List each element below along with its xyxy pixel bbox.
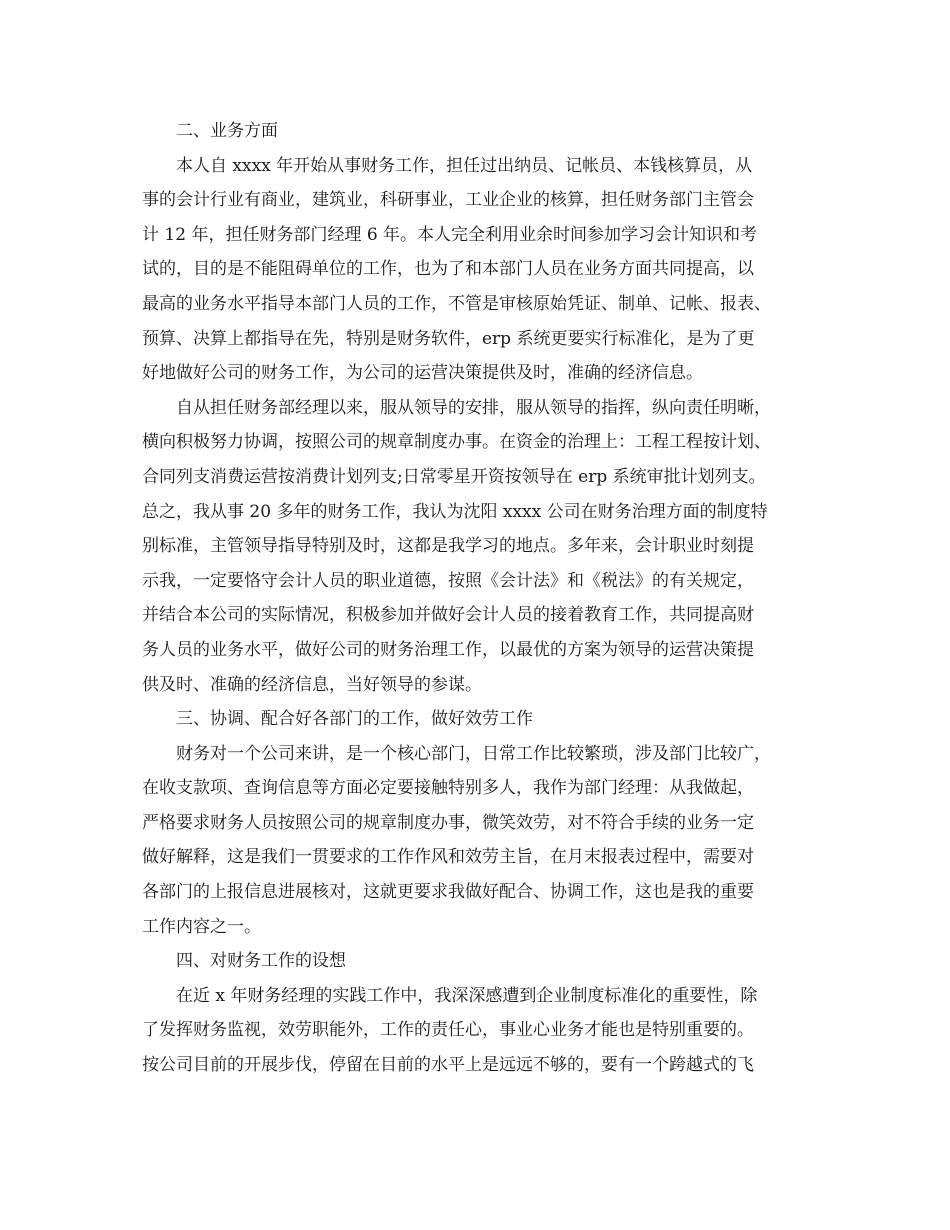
paragraph [142,979,822,1083]
paragraph-line: 预算、决算上都指导在先，特别是财务软件，erp 系统更要实行标准化，是为了更 [142,328,755,349]
paragraph-line: 别标准，主管领导指导特别及时，这都是我学习的地点。多年来，会计职业时刻提 [142,536,754,557]
paragraph-line: 示我，一定要恪守会计人员的职业道德，按照《会计法》和《税法》的有关规定， [142,570,754,591]
paragraph-line: 并结合本公司的实际情况，积极参加并做好会计人员的接着教育工作，共同提高财 [142,605,754,626]
paragraph-line: 横向积极努力协调，按照公司的规章制度办事。在资金的治理上：工程工程按计划、 [142,432,771,453]
paragraph-line: 合同列支消费运营按消费计划列支;日常零星开资按领导在 erp 系统审批计划列支。 [142,466,766,487]
paragraph-line: 试的，目的是不能阻碍单位的工作，也为了和本部门人员在业务方面共同提高，以 [142,259,754,280]
paragraph-line: 各部门的上报信息进展核对，这就更要求我做好配合、协调工作，这也是我的重要 [142,882,754,903]
paragraph [142,391,822,702]
paragraph-line: 事的会计行业有商业，建筑业，科研事业，工业企业的核算，担任财务部门主管会 [142,190,754,211]
paragraph-line: 财务对一个公司来讲，是一个核心部门，日常工作比较繁琐，涉及部门比较广， [176,743,771,764]
paragraph [142,737,822,945]
paragraph-line: 工作内容之一。 [142,916,261,937]
paragraph-line: 最高的业务水平指导本部门人员的工作，不管是审核原始凭证、制单、记帐、报表、 [142,293,771,314]
document-body [142,114,822,1083]
paragraph-line: 本人自 xxxx 年开始从事财务工作，担任过出纳员、记帐员、本钱核算员，从 [176,155,753,176]
paragraph-line: 了发挥财务监视，效劳职能外，工作的责任心，事业心业务才能也是特别重要的。 [142,1020,754,1041]
section-heading: 三、协调、配合好各部门的工作，做好效劳工作 [176,709,533,730]
paragraph-line: 在收支款项、查询信息等方面必定要接触特别多人，我作为部门经理：从我做起， [142,778,754,799]
paragraph-line: 做好解释，这是我们一贯要求的工作作风和效劳主旨，在月末报表过程中，需要对 [142,847,754,868]
paragraph-line: 务人员的业务水平，做好公司的财务治理工作，以最优的方案为领导的运营决策提 [142,639,754,660]
paragraph-line: 在近 x 年财务经理的实践工作中，我深深感遭到企业制度标准化的重要性，除 [176,985,758,1006]
section-heading: 四、对财务工作的设想 [176,951,346,972]
paragraph-line: 严格要求财务人员按照公司的规章制度办事，微笑效劳，对不符合手续的业务一定 [142,812,754,833]
paragraph-line: 自从担任财务部经理以来，服从领导的安排，服从领导的指挥，纵向责任明晰， [176,397,771,418]
paragraph-line: 按公司目前的开展步伐，停留在目前的水平上是远远不够的，要有一个跨越式的飞 [142,1055,754,1076]
paragraph-line: 供及时、准确的经济信息，当好领导的参谋。 [142,674,482,695]
paragraph [142,149,822,391]
paragraph-line: 总之，我从事 20 多年的财务工作，我认为沈阳 xxxx 公司在财务治理方面的制度特 [142,501,768,522]
paragraph-line: 计 12 年，担任财务部门经理 6 年。本人完全利用业余时间参加学习会计知识和考 [142,224,758,245]
paragraph-line: 好地做好公司的财务工作，为公司的运营决策提供及时，准确的经济信息。 [142,363,703,384]
section-heading: 二、业务方面 [176,121,278,141]
